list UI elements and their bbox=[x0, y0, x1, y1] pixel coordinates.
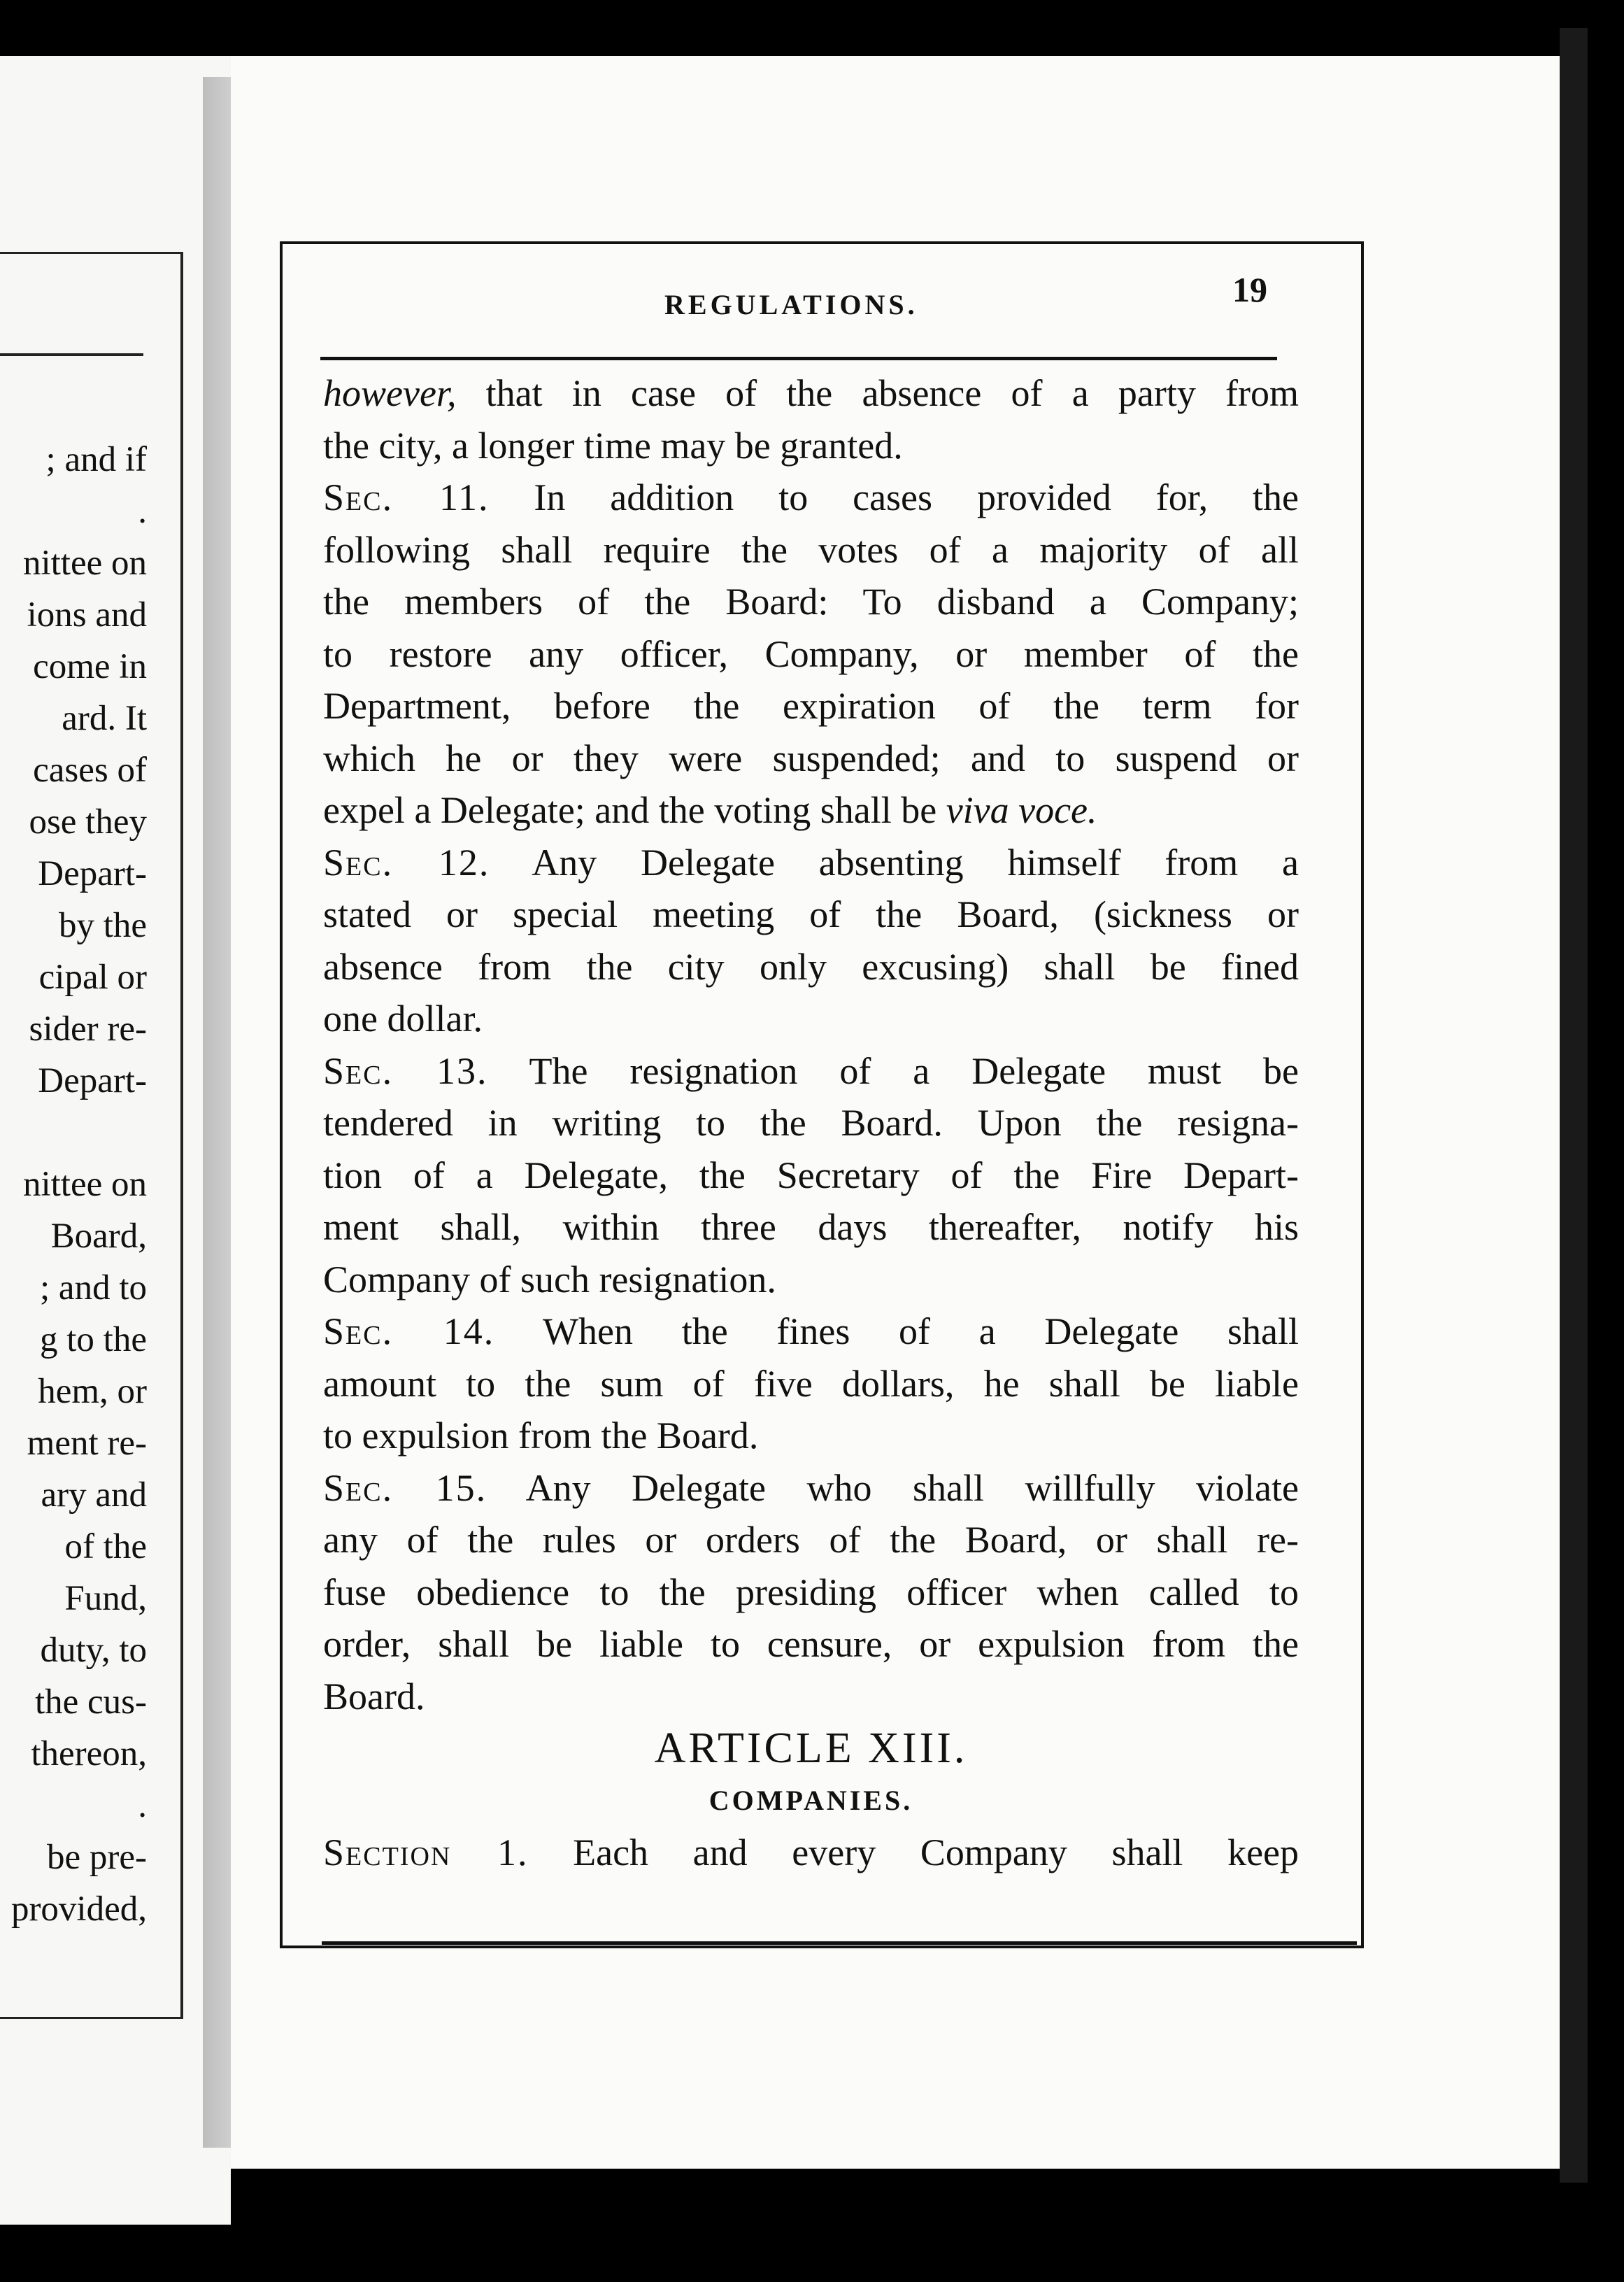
line-text: Company of such resignation. bbox=[323, 1258, 776, 1301]
text-line bbox=[323, 993, 1299, 1045]
text-line bbox=[323, 1410, 1299, 1462]
section-label: Section 1. bbox=[323, 1831, 529, 1873]
final-line bbox=[323, 1827, 1299, 1879]
text-line bbox=[323, 1254, 1299, 1306]
text-line bbox=[323, 472, 1299, 524]
text-line bbox=[323, 1045, 1299, 1098]
left-page bbox=[0, 56, 231, 2225]
left-page-line: ard. It bbox=[62, 699, 147, 738]
page-number: 19 bbox=[1232, 270, 1267, 309]
line-text: which he or they were suspended; and to suspend or bbox=[323, 737, 1299, 779]
line-text: ment shall, within three days thereafter, notify his bbox=[323, 1206, 1299, 1248]
line-text: Department, before the expiration of the term for bbox=[323, 685, 1299, 727]
line-text: The resignation of a Delegate must be bbox=[487, 1049, 1299, 1092]
article-heading: ARTICLE XIII. bbox=[654, 1724, 968, 1772]
left-page-line: be pre- bbox=[47, 1838, 147, 1877]
header-rule bbox=[320, 357, 1277, 360]
left-page-line: ions and bbox=[27, 595, 147, 635]
line-text: stated or special meeting of the Board, (sickness or bbox=[323, 893, 1299, 935]
footer-rule bbox=[322, 1941, 1357, 1945]
left-page-line: Fund, bbox=[64, 1579, 147, 1618]
article-subheading: COMPANIES. bbox=[708, 1784, 913, 1816]
left-page-line: by the bbox=[58, 906, 147, 945]
text-line bbox=[323, 888, 1299, 941]
left-page-line: . bbox=[138, 1786, 147, 1825]
text-line bbox=[323, 1149, 1299, 1202]
line-text: Any Delegate who shall willfully violate bbox=[487, 1466, 1299, 1509]
text-line bbox=[323, 1305, 1299, 1358]
left-page-line: ary and bbox=[41, 1475, 147, 1515]
line-text: absence from the city only excusing) shall be fined bbox=[323, 945, 1299, 988]
line-text: the city, a longer time may be granted. bbox=[323, 424, 903, 467]
left-page-line: nittee on bbox=[22, 544, 147, 583]
running-head: REGULATIONS. bbox=[664, 289, 918, 320]
line-text: one dollar. bbox=[323, 998, 483, 1040]
left-page-line: ose they bbox=[29, 802, 147, 842]
text-line bbox=[323, 628, 1299, 681]
line-text: Each and every Company shall keep bbox=[528, 1831, 1299, 1873]
text-line bbox=[323, 576, 1299, 628]
left-page-line: hem, or bbox=[38, 1372, 147, 1411]
text-line bbox=[323, 1097, 1299, 1149]
line-text: the members of the Board: To disband a Company; bbox=[323, 581, 1299, 623]
section-label: Sec. 12. bbox=[323, 841, 490, 884]
left-page-line: of the bbox=[64, 1527, 147, 1566]
line-text: any of the rules or orders of the Board, or shall re- bbox=[323, 1519, 1299, 1561]
left-page-line bbox=[0, 1107, 147, 1158]
line-text: fuse obedience to the presiding officer when called to bbox=[323, 1571, 1299, 1613]
line-text: In addition to cases provided for, the bbox=[489, 476, 1299, 518]
text-line bbox=[323, 420, 1299, 472]
line-text: When the fines of a Delegate shall bbox=[494, 1310, 1299, 1352]
line-text: Board. bbox=[323, 1675, 425, 1717]
left-page-line: Board, bbox=[50, 1217, 147, 1256]
text-line bbox=[323, 732, 1299, 785]
text-line bbox=[323, 1671, 1299, 1723]
left-page-line: ment re- bbox=[27, 1424, 147, 1463]
text-line bbox=[323, 1618, 1299, 1671]
text-line bbox=[323, 524, 1299, 576]
text-line bbox=[323, 1201, 1299, 1254]
left-page-line: sider re- bbox=[29, 1009, 147, 1049]
section-label: Sec. 15. bbox=[323, 1466, 487, 1509]
text-line bbox=[323, 1566, 1299, 1619]
text-line bbox=[323, 1462, 1299, 1515]
text-line bbox=[323, 837, 1299, 889]
line-text: amount to the sum of five dollars, he shall be liable bbox=[323, 1362, 1299, 1405]
left-page-line: the cus- bbox=[34, 1682, 147, 1722]
left-page-line: Depart- bbox=[38, 1061, 147, 1100]
left-page-line: thereon, bbox=[31, 1734, 147, 1773]
text-line bbox=[323, 941, 1299, 993]
left-page-line: g to the bbox=[40, 1320, 147, 1359]
line-text: that in case of the absence of a party from bbox=[456, 372, 1299, 414]
left-page-text bbox=[0, 434, 147, 1935]
italic-phrase: viva voce. bbox=[946, 789, 1097, 831]
italic-word: however, bbox=[323, 372, 457, 414]
left-page-line: come in bbox=[33, 647, 147, 686]
section-label: Sec. 14. bbox=[323, 1310, 495, 1352]
line-text: tion of a Delegate, the Secretary of the Fire Depart- bbox=[323, 1154, 1299, 1196]
text-line bbox=[323, 367, 1299, 420]
section-label: Sec. 11. bbox=[323, 476, 490, 518]
section-label: Sec. 13. bbox=[323, 1049, 488, 1092]
left-page-line: ; and to bbox=[40, 1268, 147, 1307]
left-page-line: Depart- bbox=[38, 854, 147, 893]
text-line bbox=[323, 1358, 1299, 1410]
text-line bbox=[323, 680, 1299, 732]
text-line bbox=[323, 784, 1299, 837]
left-page-line: duty, to bbox=[40, 1631, 147, 1670]
line-text: tendered in writing to the Board. Upon the resigna- bbox=[323, 1102, 1299, 1144]
left-page-line: . bbox=[138, 492, 147, 531]
left-page-line: provided, bbox=[10, 1890, 147, 1929]
left-page-line: cipal or bbox=[38, 958, 147, 997]
line-text: to expulsion from the Board. bbox=[323, 1415, 759, 1457]
paragraph-lines bbox=[323, 367, 1299, 1722]
left-page-line: ; and if bbox=[45, 440, 147, 479]
line-text: order, shall be liable to censure, or expulsion from the bbox=[323, 1623, 1299, 1665]
line-text: following shall require the votes of a majority of all bbox=[323, 528, 1299, 571]
body-text bbox=[323, 367, 1299, 1879]
left-page-line: cases of bbox=[33, 751, 147, 790]
page-edge bbox=[1560, 28, 1588, 2183]
line-text: expel a Delegate; and the voting shall be bbox=[323, 789, 946, 831]
text-line bbox=[323, 1514, 1299, 1566]
line-text: Any Delegate absenting himself from a bbox=[490, 841, 1299, 884]
left-page-line: nittee on bbox=[22, 1165, 147, 1204]
line-text: to restore any officer, Company, or member of the bbox=[323, 632, 1299, 675]
left-page-rule bbox=[0, 353, 143, 356]
